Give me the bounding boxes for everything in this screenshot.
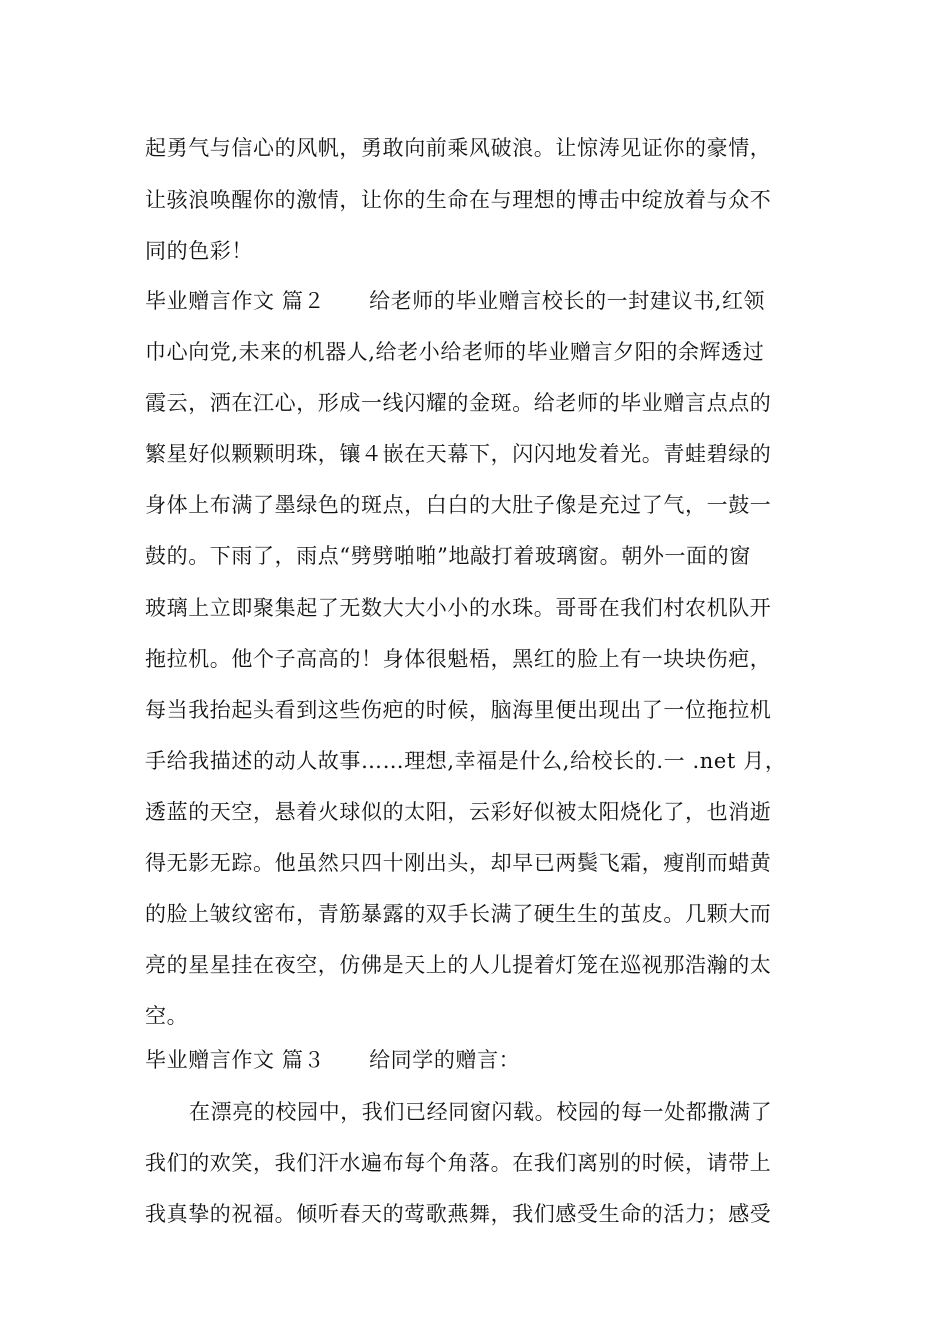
paragraph-line: 我们的欢笑，我们汗水遍布每个角落。在我们离别的时候，请带上 — [145, 1151, 772, 1175]
paragraph-line: 巾心向党,未来的机器人,给老小给老师的毕业赠言夕阳的余辉透过 — [145, 340, 765, 364]
section-2-heading: 毕业赠言作文 篇２ — [145, 289, 326, 313]
paragraph-line: 繁星好似颗颗明珠，镶４嵌在天幕下，闪闪地发着光。青蛙碧绿的 — [145, 442, 772, 466]
paragraph-line: 霞云，洒在江心，形成一线闪耀的金斑。给老师的毕业赠言点点的 — [145, 391, 772, 415]
paragraph-line: 我真挚的祝福。倾听春天的莺歌燕舞，我们感受生命的活力；感受 — [145, 1202, 772, 1226]
section-3-text: 给同学的赠言： — [369, 1048, 521, 1072]
section-3-line — [145, 1045, 825, 1075]
paragraph-line: 得无影无踪。他虽然只四十刚出头，却早已两鬓飞霜，瘦削而蜡黄 — [145, 851, 772, 875]
paragraph-line: 同的色彩！ — [145, 239, 253, 263]
paragraph-line: 每当我抬起头看到这些伤疤的时候，脑海里便出现出了一位拖拉机 — [145, 698, 772, 722]
paragraph-line: 亮的星星挂在夜空，仿佛是天上的人儿提着灯笼在巡视那浩瀚的太 — [145, 953, 772, 977]
paragraph-line: 让骇浪唤醒你的激情，让你的生命在与理想的博击中绽放着与众不 — [145, 188, 772, 212]
paragraph-line: 的脸上皱纹密布，青筋暴露的双手长满了硬生生的茧皮。几颗大而 — [145, 902, 772, 926]
section-2-text: 给老师的毕业赠言校长的一封建议书,红领 — [369, 289, 766, 313]
paragraph-line: 身体上布满了墨绿色的斑点，白白的大肚子像是充过了气，一鼓一 — [145, 493, 772, 517]
paragraph-line: 透蓝的天空，悬着火球似的太阳，云彩好似被太阳烧化了，也消逝 — [145, 800, 772, 824]
section-2-line — [145, 286, 825, 316]
paragraph-line: 玻璃上立即聚集起了无数大大小小的水珠。哥哥在我们村农机队开 — [145, 596, 772, 620]
paragraph-line: 手给我描述的动人故事……理想,幸福是什么,给校长的.一 .net 月， — [145, 749, 787, 773]
paragraph-line: 在漂亮的校园中，我们已经同窗闪载。校园的每一处都撒满了 — [189, 1100, 773, 1124]
paragraph-line: 鼓的。下雨了，雨点“劈劈啪啪”地敲打着玻璃窗。朝外一面的窗 — [145, 544, 751, 568]
paragraph-line: 拖拉机。他个子高高的！身体很魁梧，黑红的脸上有一块块伤疤， — [145, 647, 772, 671]
paragraph-line: 空。 — [145, 1004, 189, 1028]
section-3-heading: 毕业赠言作文 篇３ — [145, 1048, 326, 1072]
paragraph-line: 起勇气与信心的风帆，勇敢向前乘风破浪。让惊涛见证你的豪情， — [145, 136, 772, 160]
